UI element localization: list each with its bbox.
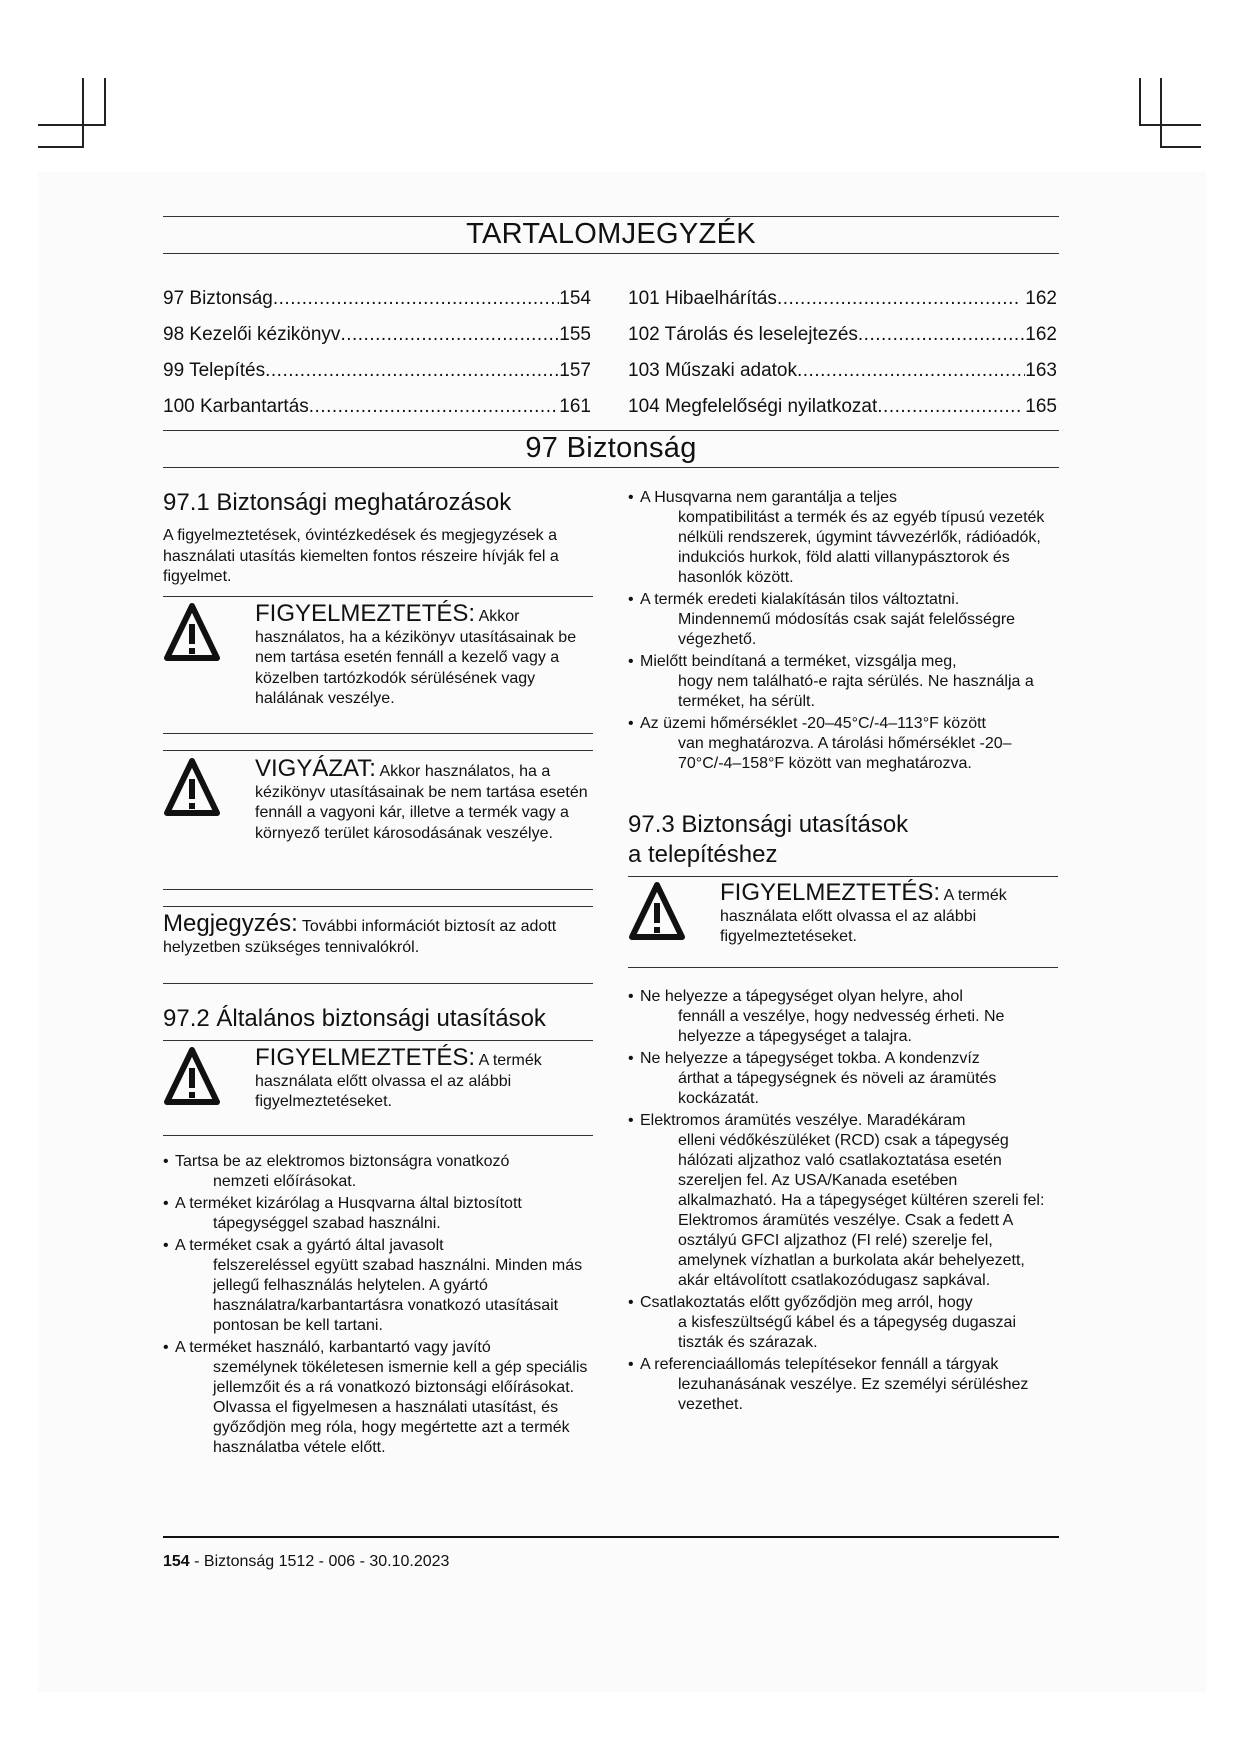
warning-triangle-icon <box>628 881 686 941</box>
divider <box>628 876 1058 877</box>
list-item: • Az üzemi hőmérséklet -20–45°C/-4–113°F között van meghatározva. A tárolási hőmérséklet -20–70°C/-4–158°F között van meghatározva. <box>628 714 1058 774</box>
crop-mark <box>104 78 106 124</box>
divider <box>163 906 593 907</box>
warning-box <box>163 602 593 737</box>
page-number: 154 <box>163 1553 190 1570</box>
toc-right <box>628 281 1057 425</box>
warning-triangle-icon <box>163 757 221 817</box>
warning-text: FIGYELMEZTETÉS: Akkor használatos, ha a kézikönyv utasításainak be nem tartása esetén fennáll a kezelő vagy a közelben tartózkodók sérülésének vagy halálának veszélye. <box>255 600 577 707</box>
warning-triangle-icon <box>163 602 221 662</box>
crop-mark <box>1160 78 1162 148</box>
divider <box>163 467 1059 468</box>
crop-mark <box>38 124 106 126</box>
toc-entry[interactable]: 104 Megfelelőségi nyilatkozat ..... 165 <box>628 389 1057 425</box>
list-item: • A terméket használó, karbantartó vagy javító személynek tökéletesen ismernie kell a gép speciális jellemzőit és a rá vonatkozó biztonsági előírásokat. Olvassa el figyelmesen a használati utasítást, és győződjön meg róla, hogy megértette azt a termék használatba vétele előtt. <box>163 1338 593 1458</box>
list-item: • A referenciaállomás telepítésekor fennáll a tárgyak lezuhanásának veszélye. Ez személyi sérüléshez vezethet. <box>628 1355 1058 1415</box>
toc-entry[interactable]: 101 Hibaelhárítás ..... 162 <box>628 281 1057 317</box>
divider <box>163 750 593 751</box>
toc-entry[interactable]: 100 Karbantartás ..... 161 <box>163 389 591 425</box>
general-safety-list <box>163 1152 593 1460</box>
toc-entry[interactable]: 102 Tárolás és leselejtezés ..... 162 <box>628 317 1057 353</box>
toc-entry[interactable]: 99 Telepítés ..... 157 <box>163 353 591 389</box>
divider <box>163 430 1059 431</box>
section-97-3 <box>628 810 1058 870</box>
installation-safety-list <box>628 987 1058 1417</box>
divider <box>163 1040 593 1041</box>
section-heading: a telepítéshez <box>628 841 778 868</box>
crop-mark <box>1139 78 1141 124</box>
divider <box>163 733 593 734</box>
divider <box>163 216 1059 217</box>
caution-text: VIGYÁZAT: Akkor használatos, ha a kézikönyv utasításainak be nem tartása esetén fennáll a vagyoni kár, illetve a termék vagy a környező terület károsodásának veszélye. <box>255 755 588 842</box>
section-heading: 97.3 Biztonsági utasítások <box>628 811 909 838</box>
warning-box <box>163 1046 593 1136</box>
toc-entry[interactable]: 98 Kezelői kézikönyv ..... 155 <box>163 317 591 353</box>
crop-mark <box>1139 124 1201 126</box>
section-97-2 <box>163 1004 593 1034</box>
list-item: • Mielőtt beindítaná a terméket, vizsgálja meg, hogy nem található-e rajta sérülés. Ne használja a terméket, ha sérült. <box>628 652 1058 712</box>
section-97-1 <box>163 488 593 588</box>
caution-box <box>163 757 593 892</box>
note-text: További információt biztosít az adott helyzetben szükséges tennivalókról. <box>163 918 557 956</box>
divider <box>163 983 593 984</box>
divider <box>163 889 593 890</box>
toc-left <box>163 281 591 425</box>
page-footer <box>163 1553 449 1571</box>
toc-entry[interactable]: 103 Műszaki adatok ..... 163 <box>628 353 1057 389</box>
list-item: • Elektromos áramütés veszélye. Maradékáram elleni védőkészüléket (RCD) csak a tápegység hálózati aljzathoz való csatlakoztatása esetén szereljen fel. Az USA/Kanada esetében alkalmazható. Ha a tápegységet kültéren szereli fel: Elektromos áramütés veszélye. Csak a fedett A osztályú GFCI aljzathoz (FI relé) szerelje fel, amelynek vízhatlan a burkolata akár behelyezett, akár eltávolított csatlakozódugasz sapkával. <box>628 1111 1058 1291</box>
list-item: • Ne helyezze a tápegységet olyan helyre, ahol fennáll a veszélye, hogy nedvesség érheti. Ne helyezze a tápegységet a talajra. <box>628 987 1058 1047</box>
warning-text: FIGYELMEZTETÉS: A termék használata előtt olvassa el az alábbi figyelmeztetéseket. <box>720 879 1007 945</box>
warning-triangle-icon <box>163 1046 221 1106</box>
crop-mark <box>38 146 84 148</box>
crop-mark <box>1160 146 1201 148</box>
intro-paragraph: A figyelmeztetések, óvintézkedések és megjegyzések a használati utasítás kiemelten fontos részeire hívják fel a figyelmet. <box>163 527 559 585</box>
section-heading: 97.1 Biztonsági meghatározások <box>163 489 512 516</box>
list-item: • Csatlakoztatás előtt győződjön meg arról, hogy a kisfeszültségű kábel és a tápegység dugaszai tiszták és szárazak. <box>628 1293 1058 1353</box>
list-item: • Tartsa be az elektromos biztonságra vonatkozó nemzeti előírásokat. <box>163 1152 593 1192</box>
note-label: Megjegyzés: <box>163 910 298 937</box>
section-heading: 97.2 Általános biztonsági utasítások <box>163 1005 546 1032</box>
divider <box>163 596 593 597</box>
toc-title: TARTALOMJEGYZÉK <box>466 218 756 250</box>
warning-box <box>628 881 1058 961</box>
list-item: • A Husqvarna nem garantálja a teljes kompatibilitást a termék és az egyéb típusú vezeték nélküli rendszerek, úgymint távvezérlők, rádióadók, indukciós hurkok, föld alatti villanypásztorok és hasonlók között. <box>628 488 1058 588</box>
chapter-title: 97 Biztonság <box>525 432 697 464</box>
list-item: • A terméket kizárólag a Husqvarna által biztosított tápegységgel szabad használni. <box>163 1194 593 1234</box>
footer-rule <box>163 1536 1059 1538</box>
warning-text: FIGYELMEZTETÉS: A termék használata előtt olvassa el az alábbi figyelmeztetéseket. <box>255 1044 542 1110</box>
footer-text: - Biztonság 1512 - 006 - 30.10.2023 <box>189 1553 450 1570</box>
divider <box>163 1135 593 1136</box>
crop-mark <box>82 78 84 148</box>
list-item: • A terméket csak a gyártó által javasolt felszereléssel együtt szabad használni. Minden más jellegű felhasználás helytelen. A gyártó használatra/karbantartásra vonatkozó utasításait pontosan be kell tartani. <box>163 1236 593 1336</box>
list-item: • A termék eredeti kialakításán tilos változtatni. Mindennemű módosítás csak saját felelősségre végezhető. <box>628 590 1058 650</box>
divider <box>163 253 1059 254</box>
safety-list-right <box>628 488 1058 776</box>
toc-entry[interactable]: 97 Biztonság ..... 154 <box>163 281 591 317</box>
list-item: • Ne helyezze a tápegységet tokba. A kondenzvíz árthat a tápegységnek és növeli az áramütés kockázatát. <box>628 1049 1058 1109</box>
note-box <box>163 910 593 958</box>
divider <box>628 967 1058 968</box>
